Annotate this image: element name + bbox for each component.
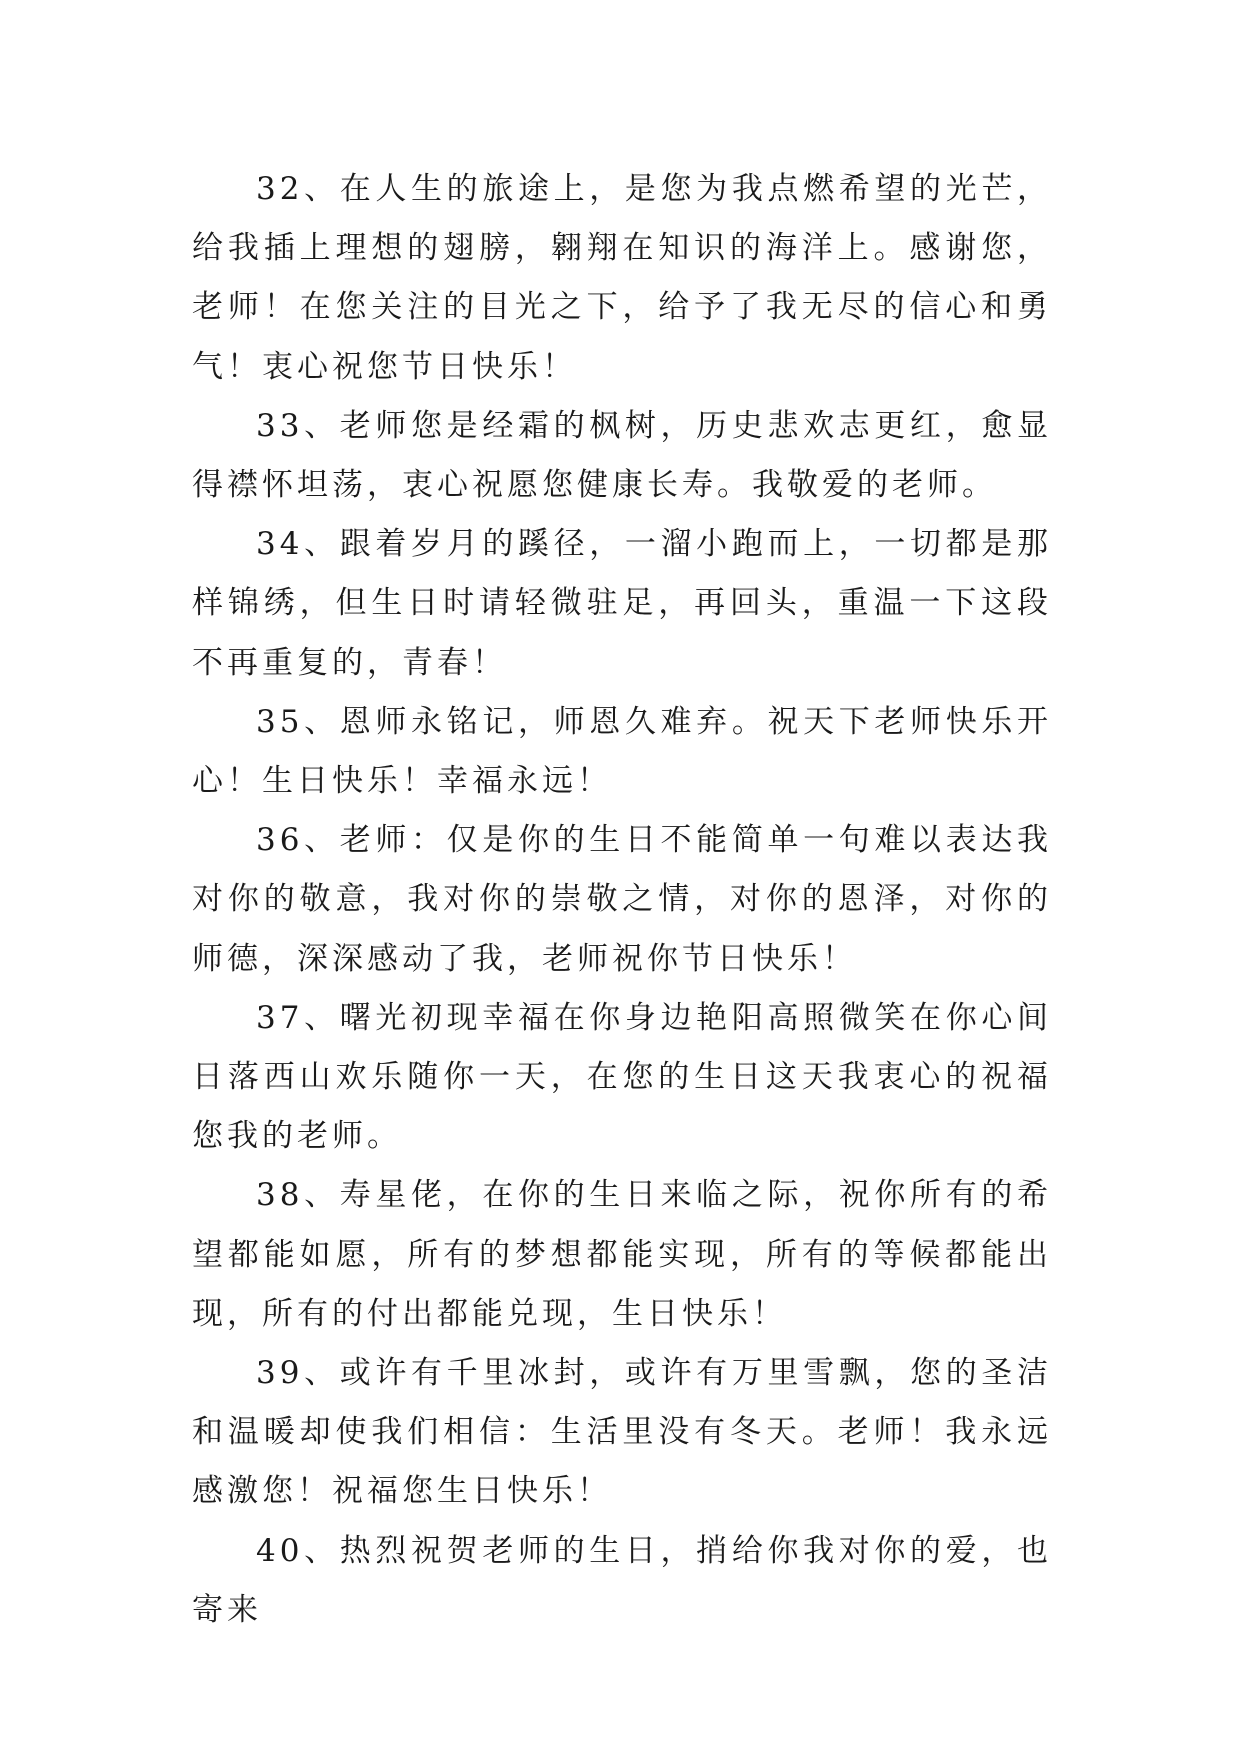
paragraph-38: 38、寿星佬，在你的生日来临之际，祝你所有的希望都能如愿，所有的梦想都能实现，所有的等候都能出现，所有的付出都能兑现，生日快乐！ — [192, 1177, 1052, 1332]
paragraph-40: 40、热烈祝贺老师的生日，捎给你我对你的爱，也寄来 — [192, 1532, 1052, 1628]
paragraph-37: 37、曙光初现幸福在你身边艳阳高照微笑在你心间日落西山欢乐随你一天，在您的生日这天我衷心的祝福您我的老师。 — [192, 999, 1052, 1155]
paragraph-33: 33、老师您是经霜的枫树，历史悲欢志更红，愈显得襟怀坦荡，衷心祝愿您健康长寿。我敬爱的老师。 — [192, 407, 1052, 504]
paragraph-39: 39、或许有千里冰封，或许有万里雪飘，您的圣洁和温暖却使我们相信：生活里没有冬天。老师！我永远感激您！祝福您生日快乐！ — [192, 1355, 1052, 1510]
paragraph-32: 32、在人生的旅途上，是您为我点燃希望的光芒，给我插上理想的翅膀，翱翔在知识的海洋上。感谢您，老师！在您关注的目光之下，给予了我无尽的信心和勇气！衷心祝您节日快乐！ — [192, 171, 1052, 385]
paragraph-34: 34、跟着岁月的蹊径，一溜小跑而上，一切都是那样锦绣，但生日时请轻微驻足，再回头，重温一下这段不再重复的，青春！ — [192, 526, 1052, 681]
body-text — [192, 160, 1052, 1640]
paragraph-36: 36、老师：仅是你的生日不能简单一句难以表达我对你的敬意，我对你的崇敬之情，对你的恩泽，对你的师德，深深感动了我，老师祝你节日快乐！ — [192, 822, 1052, 977]
paragraph-35: 35、恩师永铭记，师恩久难弃。祝天下老师快乐开心！生日快乐！幸福永远！ — [192, 703, 1052, 800]
